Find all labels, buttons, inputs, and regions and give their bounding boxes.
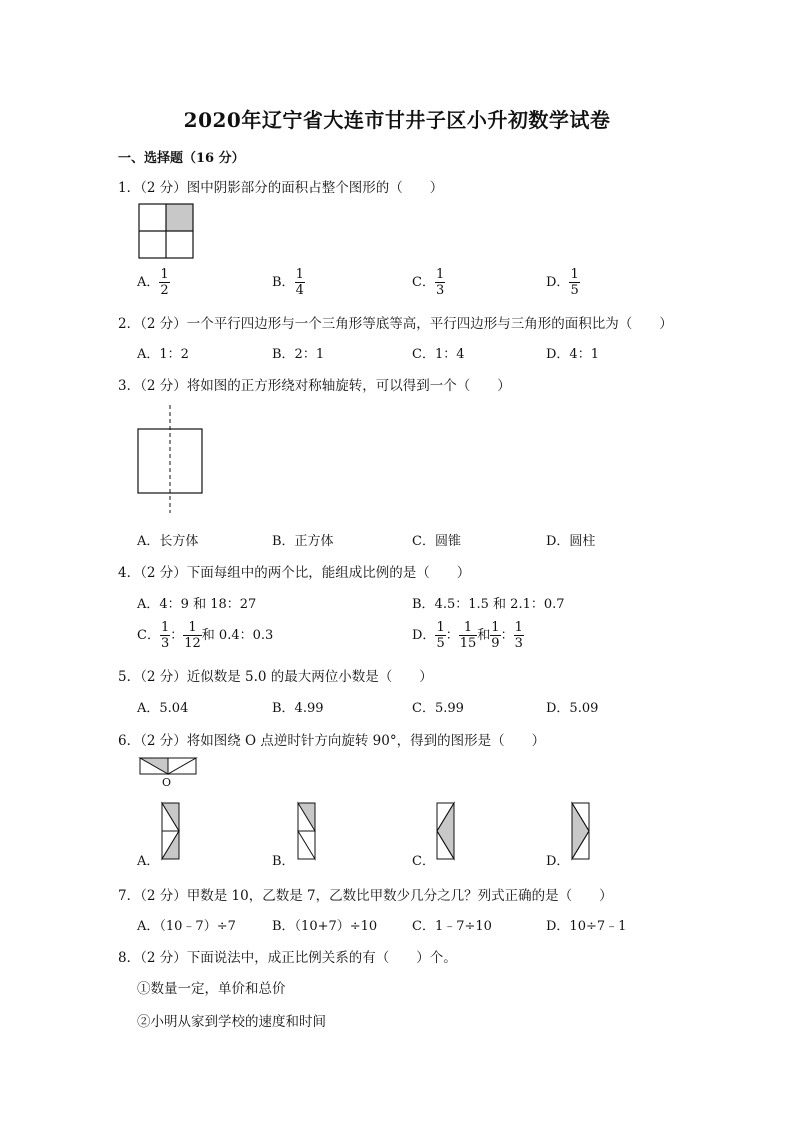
q2-option-c[interactable]: C．1：4 <box>412 347 465 362</box>
q5-option-b[interactable]: B．4.99 <box>272 701 324 716</box>
q2-option-b[interactable]: B．2：1 <box>272 347 325 362</box>
q6-option-b[interactable]: B． <box>272 854 295 869</box>
question-3-stem: 3．（2 分）将如图的正方形绕对称轴旋转，可以得到一个（ ） <box>118 378 511 394</box>
q6-option-c[interactable]: C． <box>412 854 435 869</box>
q8-statement-1: ①数量一定，单价和总价 <box>137 981 286 997</box>
q7-option-c[interactable]: C．1﹣7÷10 <box>412 919 492 934</box>
q5-option-a[interactable]: A．5.04 <box>137 701 189 716</box>
q7-option-b[interactable]: B．（10+7）÷10 <box>272 919 378 934</box>
q1-option-b[interactable]: B． $\frac{1}{4}$ <box>272 267 304 298</box>
q1-grid-figure <box>138 203 196 261</box>
section-heading: 一、选择题（16 分） <box>118 151 245 166</box>
q1-option-c[interactable]: C． $\frac{1}{3}$ <box>412 267 445 298</box>
page-title: 2020年辽宁省大连市甘井子区小升初数学试卷 <box>183 108 611 132</box>
q5-option-c[interactable]: C．5.99 <box>412 701 464 716</box>
question-8-stem: 8．（2 分）下面说法中，成正比例关系的有（ ）个。 <box>118 950 457 966</box>
question-1-stem: 1．（2 分）图中阴影部分的面积占整个图形的（ ） <box>118 180 444 196</box>
question-5-stem: 5．（2 分）近似数是 5.0 的最大两位小数是（ ） <box>118 669 433 685</box>
q6-point-o-label: O <box>162 776 172 789</box>
q8-statement-2: ②小明从家到学校的速度和时间 <box>137 1014 326 1030</box>
q4-option-a[interactable]: A．4：9 和 18：27 <box>137 597 257 612</box>
q3-option-d[interactable]: D．圆柱 <box>546 534 596 549</box>
q3-option-a[interactable]: A．长方体 <box>137 534 199 549</box>
question-7-stem: 7．（2 分）甲数是 10，乙数是 7，乙数比甲数少几分之几？列式正确的是（ ） <box>118 888 613 904</box>
q5-option-d[interactable]: D．5.09 <box>546 701 599 716</box>
q2-option-d[interactable]: D．4：1 <box>546 347 599 362</box>
q3-option-c[interactable]: C．圆锥 <box>412 534 461 549</box>
q6-option-a[interactable]: A． <box>137 854 160 869</box>
question-4-stem: 4．（2 分）下面每组中的两个比，能组成比例的是（ ） <box>118 565 471 581</box>
q6-option-a-figure <box>161 802 181 862</box>
q3-square-figure <box>136 405 206 515</box>
q1-shaded-cell <box>166 204 193 231</box>
q4-option-d[interactable]: D． $\frac{1}{5}$ ： $\frac{1}{15}$ 和 $\frac{1}{9}$ ： $\frac{1}{3}$ <box>412 620 523 651</box>
q6-original-figure <box>139 757 199 777</box>
q3-option-b[interactable]: B．正方体 <box>272 534 334 549</box>
q4-option-c[interactable]: C． $\frac{1}{3}$ ： $\frac{1}{12}$ 和 0.4：0.3 <box>137 620 274 651</box>
q1-option-a[interactable]: A． $\frac{1}{2}$ <box>137 267 169 298</box>
question-2-stem: 2．（2 分）一个平行四边形与一个三角形等底等高，平行四边形与三角形的面积比为（ ） <box>118 316 673 332</box>
q7-option-d[interactable]: D．10÷7﹣1 <box>546 919 627 934</box>
q1-option-d[interactable]: D． $\frac{1}{5}$ <box>546 267 579 298</box>
q4-option-b[interactable]: B．4.5：1.5 和 2.1：0.7 <box>412 597 565 612</box>
q6-option-c-figure <box>436 802 456 862</box>
q6-option-b-figure <box>297 802 317 862</box>
q6-option-d[interactable]: D． <box>546 854 570 869</box>
q2-option-a[interactable]: A．1：2 <box>137 347 189 362</box>
question-6-stem: 6．（2 分）将如图绕 O 点逆时针方向旋转 90°，得到的图形是（ ） <box>118 733 546 749</box>
q7-option-a[interactable]: A．（10﹣7）÷7 <box>137 919 236 934</box>
q6-option-d-figure <box>571 802 591 862</box>
